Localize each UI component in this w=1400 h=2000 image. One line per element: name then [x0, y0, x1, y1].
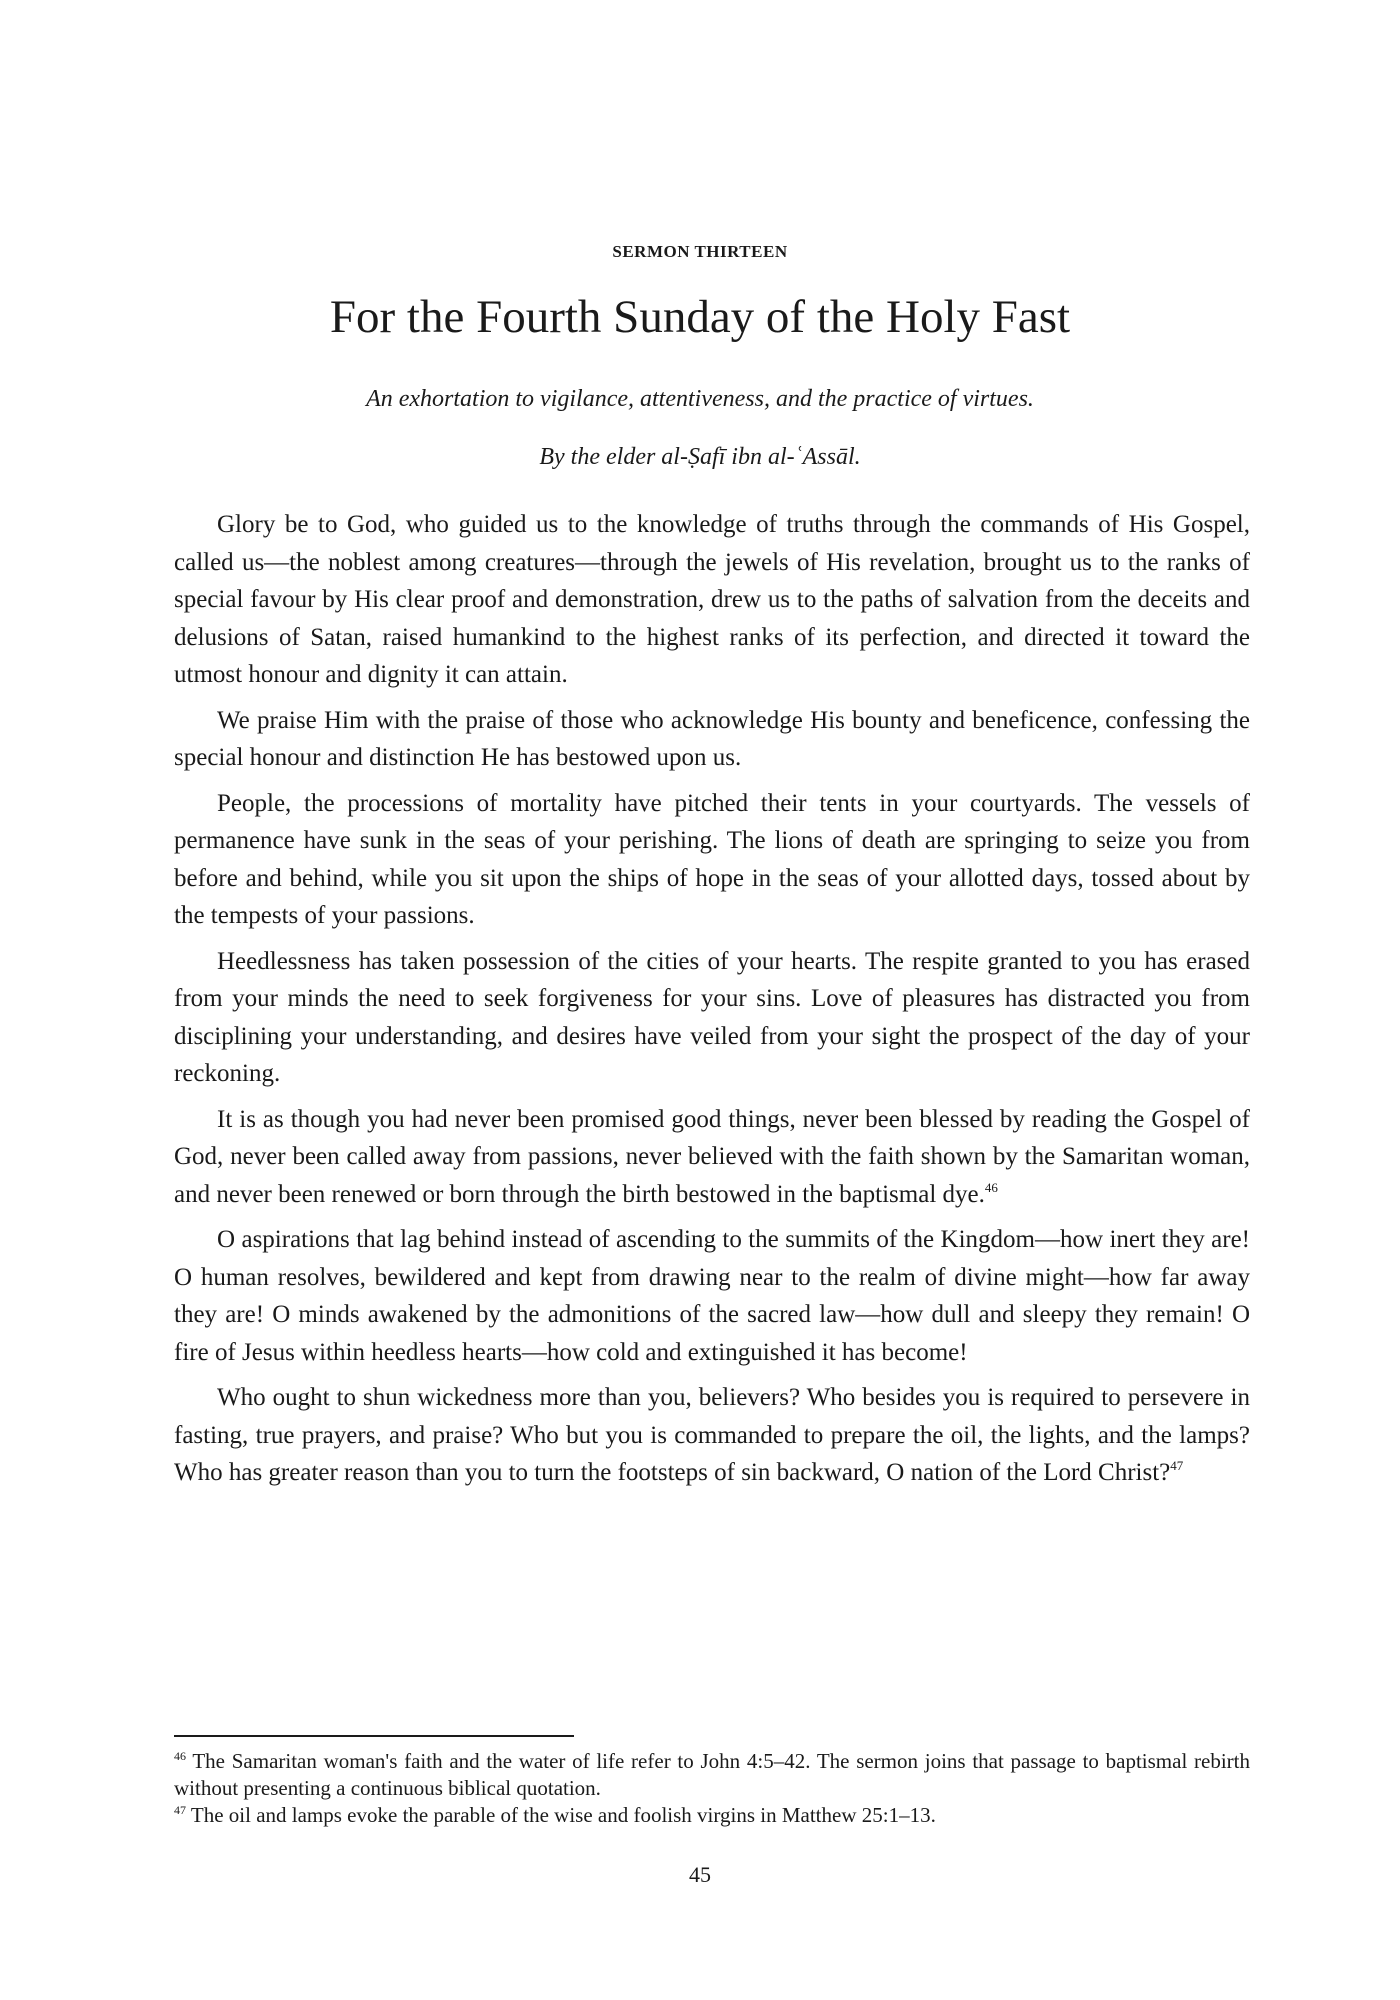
footnote-text: The Samaritan woman's faith and the water of life refer to John 4:5–42. The sermon joins that passage to baptismal rebirth without presenting a continuous biblical quotation.	[174, 1749, 1250, 1800]
subtitle: An exhortation to vigilance, attentiveness, and the practice of virtues.	[366, 386, 1034, 412]
page-number: 45	[689, 1862, 711, 1887]
sermon-body	[174, 506, 1250, 1500]
sermon-kicker: SERMON THIRTEEN	[612, 242, 788, 261]
paragraph-text: O aspirations that lag behind instead of ascending to the summits of the Kingdom—how inert they are! O human resolves, bewildered and kept from drawing near to the realm of divine might—how far away they are! O minds awakened by the admonitions of the sacred law—how dull and sleepy they remain! O fire of Jesus within heedless hearts—how cold and extinguished it has become!	[174, 1226, 1250, 1366]
footnote-number: 47	[174, 1803, 186, 1817]
paragraph	[174, 785, 1250, 935]
byline: By the elder al-Ṣafī ibn al-ʿAssāl.	[539, 444, 861, 470]
footnote-ref-47[interactable]: 47	[1170, 1458, 1184, 1473]
paragraph	[174, 1379, 1250, 1492]
paragraph-text: Glory be to God, who guided us to the knowledge of truths through the commands of His Gospel, called us—the noblest among creatures—through the jewels of His revelation, brought us to the ranks of special favour by His clear proof and demonstration, drew us to the paths of salvation from the deceits and delusions of Satan, raised humankind to the highest ranks of its perfection, and directed it toward the utmost honour and dignity it can attain.	[174, 511, 1250, 688]
footnote-divider	[174, 1735, 574, 1737]
footnote-ref-46[interactable]: 46	[984, 1179, 998, 1195]
footnote	[174, 1748, 1250, 1802]
footnote-text: The oil and lamps evoke the parable of the wise and foolish virgins in Matthew 25:1–13.	[190, 1803, 936, 1827]
footnote	[174, 1802, 1250, 1829]
paragraph-text: We praise Him with the praise of those who acknowledge His bounty and beneficence, confessing the special honour and distinction He has bestowed upon us.	[174, 706, 1250, 771]
page-title: For the Fourth Sunday of the Holy Fast	[329, 291, 1071, 343]
paragraph-text: It is as though you had never been promised good things, never been blessed by reading the Gospel of God, never been called away from passions, never believed with the faith shown by the Samaritan woman, and never been renewed or born through the birth bestowed in the baptismal dye.	[174, 1105, 1250, 1208]
paragraph	[174, 943, 1250, 1093]
paragraph	[174, 1221, 1250, 1371]
paragraph	[174, 506, 1250, 694]
footnote-number: 46	[174, 1749, 186, 1763]
footnotes	[174, 1748, 1250, 1829]
paragraph	[174, 702, 1250, 777]
paragraph-text: Heedlessness has taken possession of the cities of your hearts. The respite granted to you has erased from your minds the need to seek forgiveness for your sins. Love of pleasures has distracted you from disciplining your understanding, and desires have veiled from your sight the prospect of the day of your reckoning.	[174, 947, 1250, 1087]
paragraph-text: Who ought to shun wickedness more than you, believers? Who besides you is required to persevere in fasting, true prayers, and praise? Who but you is commanded to prepare the oil, the lights, and the lamps? Who has greater reason than you to turn the footsteps of sin backward, O nation of the Lord Christ?	[174, 1384, 1250, 1486]
paragraph	[174, 1101, 1250, 1214]
paragraph-text: People, the processions of mortality have pitched their tents in your courtyards. The vessels of permanence have sunk in the seas of your perishing. The lions of death are springing to seize you from before and behind, while you sit upon the ships of hope in the seas of your allotted days, tossed about by the tempests of your passions.	[174, 789, 1250, 929]
